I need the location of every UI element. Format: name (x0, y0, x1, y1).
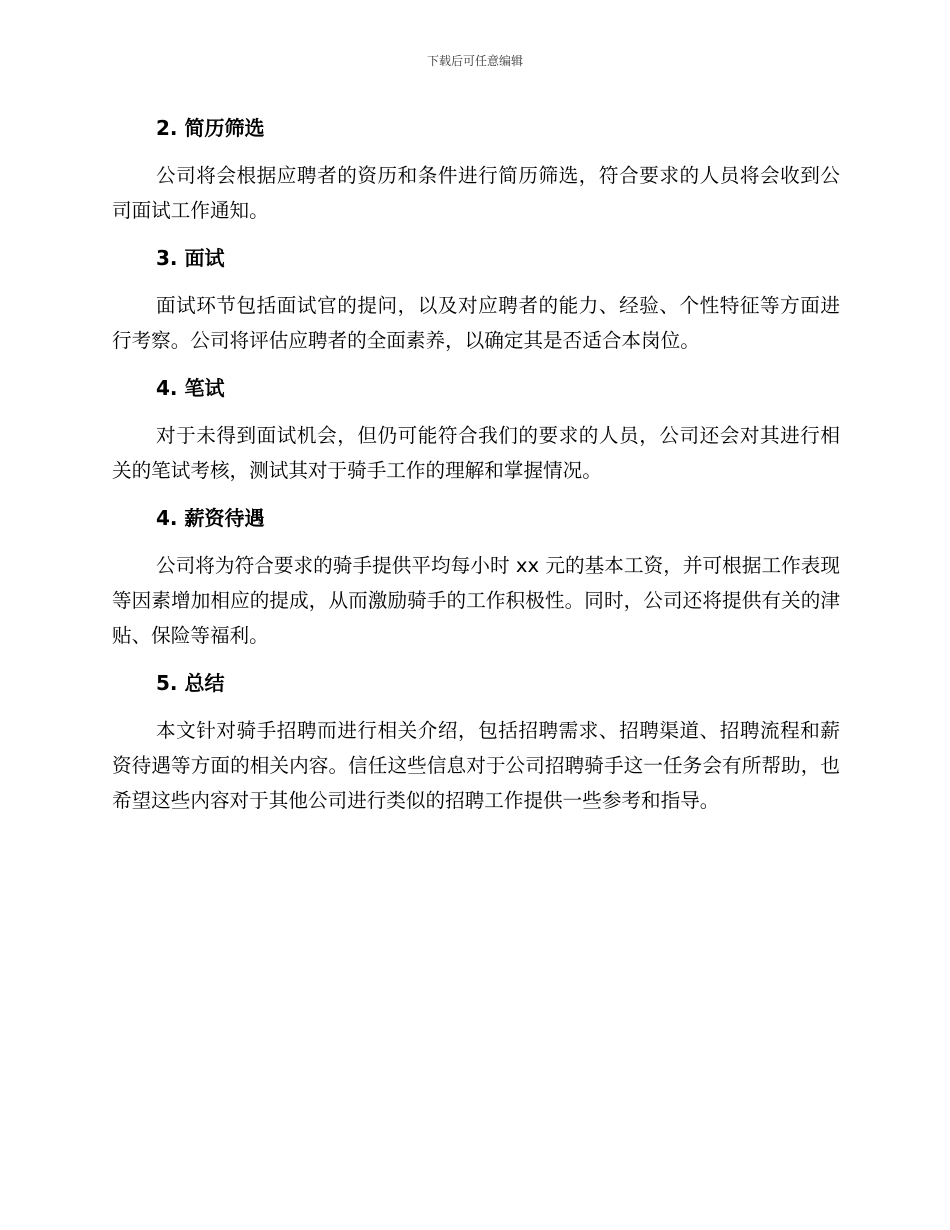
section-interview (112, 242, 840, 358)
section-heading: 5. 总结 (156, 671, 225, 695)
section-salary (112, 502, 840, 653)
section-written-test (112, 372, 840, 488)
section-paragraph: 公司将会根据应聘者的资历和条件进行简历筛选，符合要求的人员将会收到公司面试工作通知。 (112, 164, 840, 222)
section-heading: 3. 面试 (156, 246, 225, 270)
section-heading: 4. 笔试 (156, 376, 225, 400)
page-header: 下载后可任意编辑 (426, 54, 523, 68)
section-paragraph: 本文针对骑手招聘而进行相关介绍，包括招聘需求、招聘渠道、招聘流程和薪资待遇等方面的相关内容。信任这些信息对于公司招聘骑手这一任务会有所帮助，也希望这些内容对于其他公司进行类似的招聘工作提供一些参考和指导。 (112, 719, 840, 812)
section-heading: 2. 简历筛选 (156, 116, 265, 140)
section-paragraph: 对于未得到面试机会，但仍可能符合我们的要求的人员，公司还会对其进行相关的笔试考核，测试其对于骑手工作的理解和掌握情况。 (112, 424, 840, 482)
section-heading: 4. 薪资待遇 (156, 506, 265, 530)
section-paragraph: 面试环节包括面试官的提问，以及对应聘者的能力、经验、个性特征等方面进行考察。公司将评估应聘者的全面素养，以确定其是否适合本岗位。 (112, 294, 840, 352)
section-summary (112, 667, 840, 818)
document-body (112, 112, 840, 832)
section-paragraph: 公司将为符合要求的骑手提供平均每小时 xx 元的基本工资，并可根据工作表现等因素增加相应的提成，从而激励骑手的工作积极性。同时，公司还将提供有关的津贴、保险等福利。 (112, 554, 840, 647)
section-resume-screening (112, 112, 840, 228)
